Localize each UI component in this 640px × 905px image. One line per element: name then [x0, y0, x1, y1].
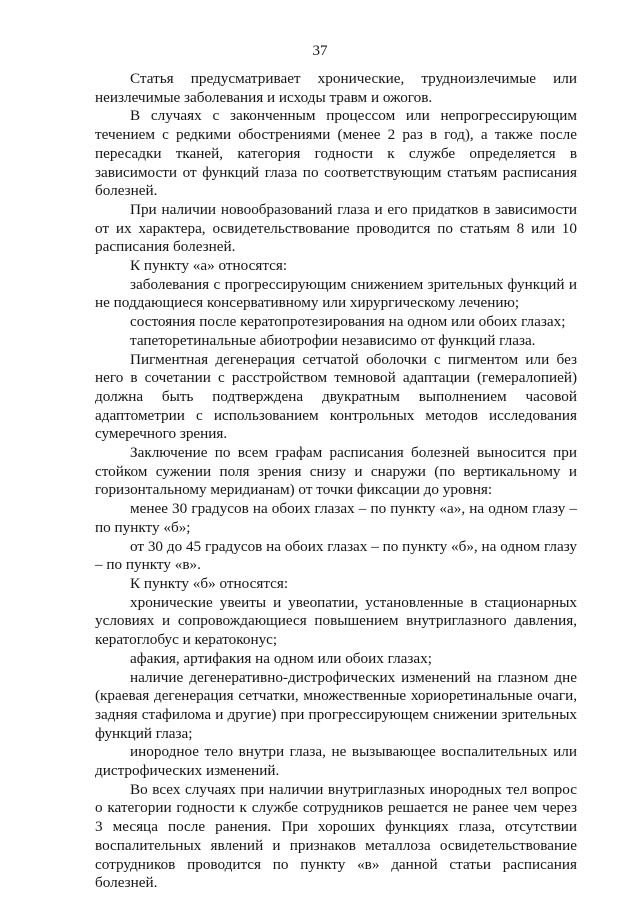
paragraph: Пигментная дегенерация сетчатой оболочки с пигментом или без него в сочетании с расстройством темновой адаптации (гемералопией) должна быть подтверждена двукратным выполнением часовой адаптометрии с использованием контрольных методов исследования сумеречного зрения.	[95, 350, 577, 443]
paragraph: В случаях с законченным процессом или непрогрессирующим течением с редкими обострениями (менее 2 раз в год), а также после пересадки тканей, категория годности к службе определяется в зависимости от функций глаза по соответствующим статьям расписания болезней.	[95, 107, 577, 200]
paragraph: менее 30 градусов на обоих глазах – по пункту «а», на одном глазу – по пункту «б»;	[95, 500, 577, 536]
paragraph: наличие дегенеративно-дистрофических изменений на глазном дне (краевая дегенерация сетчатки, множественные хориоретинальные очаги, задняя стафилома и другие) при прогрессирующем снижении зрительных функций глаза;	[95, 668, 577, 742]
paragraph: от 30 до 45 градусов на обоих глазах – по пункту «б», на одном глазу – по пункту «в».	[95, 537, 577, 574]
page-number: 37	[312, 43, 328, 59]
paragraph: Заключение по всем графам расписания болезней выносится при стойком сужении поля зрения снизу и снаружи (по вертикальному и горизонтальному меридианам) от точки фиксации до уровня:	[95, 444, 577, 499]
paragraph: тапеторетинальные абиотрофии независимо от функций глаза.	[130, 331, 536, 349]
paragraph: Статья предусматривает хронические, трудноизлечимые или неизлечимые заболевания и исходы травм и ожогов.	[95, 70, 577, 106]
paragraph: хронические увеиты и увеопатии, установленные в стационарных условиях и сопровождающиеся повышением внутриглазного давления, кератоглобус и кератоконус;	[95, 593, 577, 649]
paragraph: афакия, артифакия на одном или обоих глазах;	[130, 649, 432, 667]
paragraph: состояния после кератопротезирования на одном или обоих глазах;	[130, 313, 566, 331]
document-body	[95, 70, 577, 893]
paragraph: Во всех случаях при наличии внутриглазных инородных тел вопрос о категории годности к службе сотрудников решается не ранее чем через 3 месяца после ранения. При хороших функциях глаза, отсутствии воспалительных явлений и признаков металлоза освидетельствование сотрудников проводится по пункту «в» данной статьи расписания болезней.	[95, 780, 577, 892]
paragraph: заболевания с прогрессирующим снижением зрительных функций и не поддающиеся консервативному или хирургическому лечению;	[95, 275, 577, 312]
paragraph: инородное тело внутри глаза, не вызывающее воспалительных или дистрофических изменений.	[95, 743, 577, 780]
paragraph: К пункту «б» относятся:	[130, 574, 289, 592]
paragraph: К пункту «а» относятся:	[130, 257, 288, 275]
paragraph: При наличии новообразований глаза и его придатков в зависимости от их характера, освидетельствование проводится по статьям 8 или 10 расписания болезней.	[95, 200, 577, 256]
